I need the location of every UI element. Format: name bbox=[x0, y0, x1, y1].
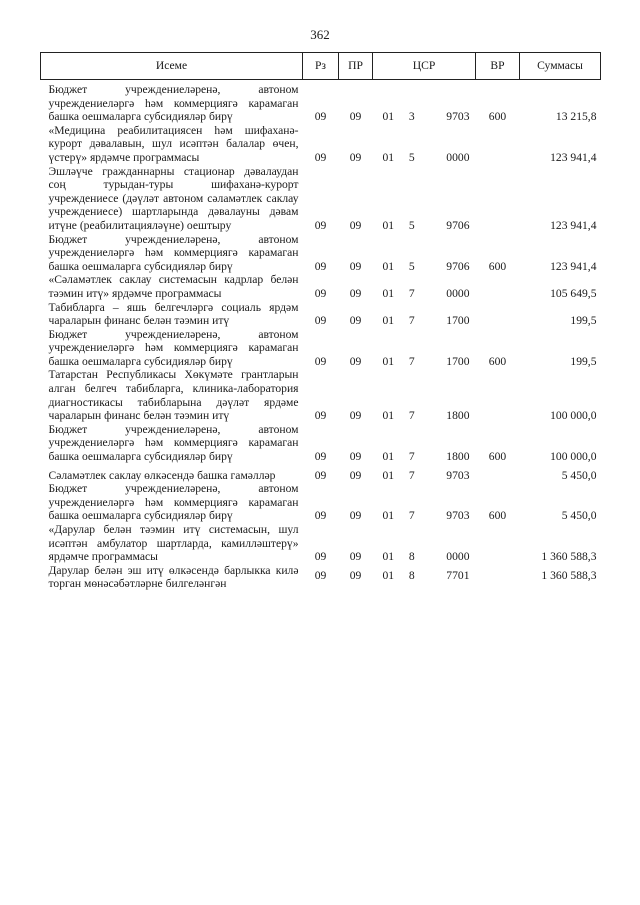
row-csr bbox=[373, 80, 476, 124]
row-csr bbox=[373, 423, 476, 464]
row-vr bbox=[476, 464, 520, 483]
row-csr bbox=[373, 464, 476, 483]
row-name: «Медицина реабилитациясен һәм шифаханә-курорт дәвалавын, шул исәптән балалар өчен, үстерү» ярдәмче программасы bbox=[48, 123, 299, 164]
row-csr-program: 01 bbox=[382, 468, 395, 482]
row-vr bbox=[476, 124, 520, 165]
row-sum: 5 450,0 bbox=[561, 509, 597, 523]
row-csr-subprogram: 7 bbox=[408, 314, 415, 328]
row-sum: 199,5 bbox=[570, 314, 597, 328]
row-rz: 09 bbox=[314, 509, 327, 523]
row-vr: 600 bbox=[488, 259, 507, 273]
row-vr bbox=[476, 368, 520, 422]
row-pr: 09 bbox=[349, 218, 362, 232]
row-vr: 600 bbox=[488, 110, 507, 124]
row-rz: 09 bbox=[314, 468, 327, 482]
row-pr: 09 bbox=[349, 314, 362, 328]
row-csr-code: 1800 bbox=[446, 450, 470, 464]
row-vr: 600 bbox=[488, 450, 507, 464]
row-name: Бюджет учреждениеләренә, автоном учреждениеләргә һәм коммерциягә карамаган башка оешмаларга субсидияләр бирү bbox=[48, 482, 299, 523]
row-rz: 09 bbox=[314, 354, 327, 368]
column-header-name: Исеме bbox=[41, 53, 303, 80]
row-csr-code: 0000 bbox=[446, 286, 470, 300]
row-csr-subprogram: 7 bbox=[408, 354, 415, 368]
row-pr: 09 bbox=[349, 259, 362, 273]
row-csr-subprogram: 3 bbox=[408, 110, 415, 124]
row-vr: 600 bbox=[488, 354, 507, 368]
row-csr bbox=[373, 301, 476, 328]
row-pr: 09 bbox=[349, 286, 362, 300]
row-sum: 1 360 588,3 bbox=[541, 568, 597, 582]
row-csr-subprogram: 7 bbox=[408, 468, 415, 482]
row-pr: 09 bbox=[349, 450, 362, 464]
row-vr bbox=[476, 523, 520, 564]
row-vr bbox=[476, 564, 520, 591]
row-pr: 09 bbox=[349, 550, 362, 564]
table-row bbox=[41, 564, 601, 591]
table-row bbox=[41, 233, 601, 274]
table-row bbox=[41, 165, 601, 233]
row-pr: 09 bbox=[349, 409, 362, 423]
column-header-rz: Рз bbox=[303, 53, 339, 80]
row-pr: 09 bbox=[349, 468, 362, 482]
column-header-sum: Суммасы bbox=[520, 53, 601, 80]
row-csr bbox=[373, 328, 476, 369]
row-csr-code: 1700 bbox=[446, 354, 470, 368]
row-csr bbox=[373, 233, 476, 274]
page-number: 362 bbox=[310, 27, 330, 42]
row-csr-code: 0000 bbox=[446, 150, 470, 164]
row-name: Сәламәтлек саклау өлкәсендә башка гамәлләр bbox=[48, 468, 276, 482]
row-csr-program: 01 bbox=[382, 509, 395, 523]
row-csr-program: 01 bbox=[382, 259, 395, 273]
row-pr: 09 bbox=[349, 150, 362, 164]
row-rz: 09 bbox=[314, 314, 327, 328]
row-name: Бюджет учреждениеләренә, автоном учреждениеләргә һәм коммерциягә карамаган башка оешмаларга субсидияләр бирү bbox=[48, 232, 299, 273]
row-name: Табибларга – яшь белгечләргә социаль ярдәм чараларын финанс белән тәэмин итү bbox=[48, 300, 299, 328]
table-body bbox=[41, 80, 601, 591]
column-header-vr: ВР bbox=[476, 53, 520, 80]
row-name: Бюджет учреждениеләренә, автоном учреждениеләргә һәм коммерциягә карамаган башка оешмаларга субсидияләр бирү bbox=[48, 83, 299, 124]
row-csr-code: 9703 bbox=[446, 110, 470, 124]
row-name: Татарстан Республикасы Хөкүмәте грантларын алган белгеч табибларга, клиника-лаборатория диагностикасы табибларына дәүләт ярдәме чараларын финанс белән тәэмин итү bbox=[48, 368, 299, 423]
row-rz: 09 bbox=[314, 409, 327, 423]
row-sum: 105 649,5 bbox=[550, 286, 597, 300]
row-csr bbox=[373, 273, 476, 300]
row-sum: 1 360 588,3 bbox=[541, 550, 597, 564]
row-csr-program: 01 bbox=[382, 409, 395, 423]
row-csr-program: 01 bbox=[382, 150, 395, 164]
row-csr-code: 9706 bbox=[446, 218, 470, 232]
row-name: Дарулар белән эш итү өлкәсендә барлыкка килә торган мөнәсәбәтләрне билгеләнгән bbox=[48, 563, 299, 591]
row-rz: 09 bbox=[314, 550, 327, 564]
row-csr-code: 9706 bbox=[446, 259, 470, 273]
row-csr-program: 01 bbox=[382, 314, 395, 328]
row-csr-code: 0000 bbox=[446, 550, 470, 564]
row-sum: 123 941,4 bbox=[550, 259, 597, 273]
row-sum: 5 450,0 bbox=[561, 468, 597, 482]
column-header-csr: ЦСР bbox=[373, 53, 476, 80]
row-csr-subprogram: 7 bbox=[408, 409, 415, 423]
row-csr bbox=[373, 368, 476, 422]
row-csr-subprogram: 8 bbox=[408, 568, 415, 582]
table-row bbox=[41, 423, 601, 464]
row-rz: 09 bbox=[314, 110, 327, 124]
table-row bbox=[41, 328, 601, 369]
row-name: Эшләүче гражданнарны стационар дәвалаудан соң турыдан-туры шифаханә-курорт учреждениесе (дәүләт автоном сәламәтлек саклау учреждениесе) шартларында дәвалауны дәвам итүне (реабилитацияләүне) оештыру bbox=[48, 164, 299, 232]
row-name: Бюджет учреждениеләренә, автоном учреждениеләргә һәм коммерциягә карамаган башка оешмаларга субсидияләр бирү bbox=[48, 422, 299, 464]
row-vr bbox=[476, 273, 520, 300]
row-csr-subprogram: 8 bbox=[408, 550, 415, 564]
row-csr-subprogram: 5 bbox=[408, 218, 415, 232]
row-csr-program: 01 bbox=[382, 550, 395, 564]
row-csr bbox=[373, 124, 476, 165]
row-pr: 09 bbox=[349, 509, 362, 523]
table-row bbox=[41, 464, 601, 483]
row-csr-program: 01 bbox=[382, 218, 395, 232]
row-csr bbox=[373, 165, 476, 233]
row-sum: 100 000,0 bbox=[550, 409, 597, 423]
row-sum: 13 215,8 bbox=[555, 110, 597, 124]
table-header-row bbox=[41, 53, 601, 80]
row-csr-program: 01 bbox=[382, 450, 395, 464]
budget-table bbox=[40, 52, 601, 591]
row-rz: 09 bbox=[314, 286, 327, 300]
row-csr-subprogram: 7 bbox=[408, 450, 415, 464]
row-vr bbox=[476, 301, 520, 328]
row-csr-code: 9703 bbox=[446, 468, 470, 482]
row-rz: 09 bbox=[314, 218, 327, 232]
row-csr-program: 01 bbox=[382, 286, 395, 300]
row-vr bbox=[476, 165, 520, 233]
row-name: Бюджет учреждениеләренә, автоном учреждениеләргә һәм коммерциягә карамаган башка оешмаларга субсидияләр бирү bbox=[48, 327, 299, 368]
row-csr-code: 1800 bbox=[446, 409, 470, 423]
row-csr-subprogram: 7 bbox=[408, 286, 415, 300]
row-name: «Дарулар белән тәэмин итү системасын, шул исәптән амбулатор шартларда, камилләштерү» ярдәмче программасы bbox=[48, 523, 299, 564]
row-csr bbox=[373, 523, 476, 564]
row-vr: 600 bbox=[488, 509, 507, 523]
table-row bbox=[41, 482, 601, 523]
row-csr-subprogram: 7 bbox=[408, 509, 415, 523]
row-pr: 09 bbox=[349, 110, 362, 124]
row-sum: 199,5 bbox=[570, 354, 597, 368]
row-name: «Сәламәтлек саклау системасын кадрлар белән тәэмин итү» ярдәмче программасы bbox=[48, 273, 299, 300]
row-csr-subprogram: 5 bbox=[408, 150, 415, 164]
table-row bbox=[41, 523, 601, 564]
row-csr-code: 7701 bbox=[446, 568, 470, 582]
row-sum: 100 000,0 bbox=[550, 450, 597, 464]
row-pr: 09 bbox=[349, 568, 362, 582]
row-pr: 09 bbox=[349, 354, 362, 368]
table-row bbox=[41, 368, 601, 422]
row-csr-program: 01 bbox=[382, 110, 395, 124]
row-rz: 09 bbox=[314, 568, 327, 582]
row-csr-subprogram: 5 bbox=[408, 259, 415, 273]
table-row bbox=[41, 124, 601, 165]
row-csr-program: 01 bbox=[382, 568, 395, 582]
table-row bbox=[41, 301, 601, 328]
row-rz: 09 bbox=[314, 450, 327, 464]
row-csr-code: 9703 bbox=[446, 509, 470, 523]
row-csr bbox=[373, 482, 476, 523]
row-rz: 09 bbox=[314, 150, 327, 164]
row-csr bbox=[373, 564, 476, 591]
table-row bbox=[41, 80, 601, 124]
row-csr-code: 1700 bbox=[446, 314, 470, 328]
row-csr-program: 01 bbox=[382, 354, 395, 368]
table-row bbox=[41, 273, 601, 300]
row-rz: 09 bbox=[314, 259, 327, 273]
column-header-pr: ПР bbox=[339, 53, 373, 80]
row-sum: 123 941,4 bbox=[550, 218, 597, 232]
row-sum: 123 941,4 bbox=[550, 150, 597, 164]
